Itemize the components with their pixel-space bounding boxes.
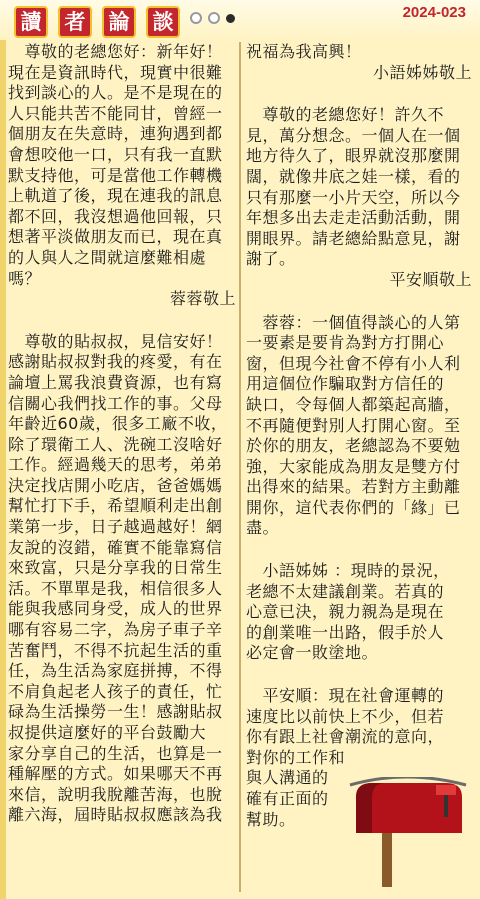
text-line: 找到談心的人。是不是現在的	[8, 83, 223, 103]
text-line: 你有跟上社會潮流的意向，	[246, 727, 445, 747]
text-line: 感謝貼叔叔對我的疼愛，有在	[8, 352, 223, 372]
text-line: 上軌道了後，現在連我的訊息	[8, 186, 223, 206]
letter-1	[8, 42, 236, 310]
reply-2	[246, 561, 472, 664]
right-column	[246, 42, 472, 830]
text-line: 必定會一敗塗地。	[246, 643, 379, 663]
text-line: 幫助。	[246, 809, 296, 829]
text-line: 來信，說明我脫離苦海，也脫	[8, 784, 223, 804]
column-divider	[239, 42, 241, 892]
text-line: 默支持他，可是當他工作轉機	[8, 165, 223, 185]
text-line: 年齡近60歲，很多工廠不收，	[8, 414, 228, 434]
text-line: 想著平淡做朋友而已，現在真	[8, 227, 223, 247]
text-line: 心意已決，親力親為是現在	[246, 602, 445, 622]
text-line: 哪有容易二字，為房子車子辛	[8, 620, 223, 640]
text-line: 確有正面的	[246, 789, 329, 808]
mailbox-post	[382, 829, 392, 887]
text-line: 信關心我們找工作的事。父母	[8, 393, 223, 413]
text-line: 開你，這代表你們的「緣」已	[246, 497, 461, 517]
red-mailbox-icon	[346, 777, 470, 887]
text-line: 都不回，我沒想過他回報，只	[8, 206, 223, 226]
text-line: 人只能共苦不能同甘，曾經一	[8, 103, 223, 123]
title-char-1: 讀	[14, 6, 48, 38]
letter-2	[8, 332, 236, 826]
decor-dot-1	[190, 12, 202, 24]
text-line: 叔提供這麼好的平台鼓勵大	[8, 723, 207, 742]
title-char-2: 者	[58, 6, 92, 38]
text-line: 苦奮鬥，不得不抗起生活的重	[8, 640, 223, 660]
text-line: 不肩負起老人孩子的責任，忙	[8, 681, 223, 701]
signature: 蓉蓉敬上	[169, 289, 236, 309]
text-line: 只有那麼一小片天空，所以今	[246, 187, 461, 207]
page-header	[0, 0, 480, 40]
text-line: 缺口，令每個人都築起高牆，	[246, 394, 461, 414]
text-line: 用這個位作騙取對方信任的	[246, 374, 445, 394]
text-line: 現在是資訊時代，現實中很難	[8, 62, 223, 82]
text-line: 年想多出去走走活動活動，開	[246, 208, 461, 228]
text-line: 任，為生活為家庭拼搏，不得	[8, 661, 223, 681]
text-line: 速度比以前快上不少，但若	[246, 706, 445, 726]
text-line: 強，大家能成為朋友是雙方付	[246, 456, 461, 476]
text-line: 窗，但現今社會不停有小人利	[246, 353, 461, 373]
text-line: 嗎？	[8, 268, 42, 288]
left-column	[8, 42, 236, 826]
text-line: 能與我感同身受，成人的世界	[8, 599, 223, 619]
text-line: 家分享自己的生活，也算是一	[8, 743, 223, 763]
text-line: 的創業唯一出路，假手於人	[246, 622, 445, 642]
title-char-3: 論	[102, 6, 136, 38]
text-line: 尊敬的貼叔叔，見信安好！	[8, 331, 223, 351]
reply-1	[246, 313, 472, 540]
text-line: 尊敬的老總您好：新年好！	[8, 42, 223, 61]
text-line: 決定找店開小吃店，爸爸媽媽	[8, 475, 223, 495]
text-line: 蓉蓉：一個值得談心的人第	[246, 312, 461, 332]
letter-2-continued	[246, 42, 472, 83]
text-line: 見，萬分想念。一個人在一個	[246, 125, 461, 145]
decor-dot-3	[226, 14, 235, 23]
title-char-4: 談	[146, 6, 180, 38]
mailbox-flag	[436, 785, 456, 795]
text-line: 的人與人之間就這麼難相處	[8, 247, 207, 267]
signature: 平安順敬上	[389, 269, 472, 289]
text-line: 除了環衛工人、洗碗工沒啥好	[8, 434, 223, 454]
decor-dot-2	[208, 12, 220, 24]
text-line: 會想咬他一口，只有我一直默	[8, 144, 223, 164]
text-line: 於你的朋友，老總認為不要勉	[246, 436, 461, 456]
text-line: 出得來的結果。若對方主動離	[246, 477, 461, 497]
text-line: 個朋友在失意時，連狗遇到都	[8, 124, 223, 144]
text-line: 論壇上罵我浪費資源，也有寫	[8, 372, 223, 392]
text-line: 一要素是要肯為對方打開心	[246, 333, 445, 353]
left-edge-strip	[0, 40, 6, 899]
text-line: 對你的工作和	[246, 747, 346, 767]
text-line: 闊，就像井底之娃一樣，看的	[246, 166, 461, 186]
text-line: 來致富，只是分享我的日常生	[8, 558, 223, 578]
text-line: 不再隨便對別人打開心窗。至	[246, 415, 461, 435]
text-line: 業第一步，日子越過越好！網	[8, 517, 223, 537]
text-line: 種解壓的方式。如果哪天不再	[8, 764, 223, 784]
letter-3	[246, 105, 472, 290]
text-line: 開眼界。請老總給點意見，謝	[246, 228, 461, 248]
text-line: 謝了。	[246, 249, 296, 269]
issue-code: 2024-023	[402, 4, 466, 21]
text-line: 尊敬的老總您好！許久不	[246, 105, 445, 125]
text-line: 友說的沒錯，確實不能靠寫信	[8, 537, 223, 557]
text-line: 活。不單單是我，相信很多人	[8, 578, 223, 598]
text-line: 地方待久了，眼界就沒那麼開	[246, 146, 461, 166]
text-line: 與人溝通的	[246, 768, 329, 788]
text-line: 碌為生活操勞一生！感謝貼叔	[8, 702, 223, 722]
text-line: 盡。	[246, 518, 280, 538]
text-line: 平安順：現在社會運轉的	[246, 686, 445, 706]
text-line: 小語姊姊 ：現時的景況，	[246, 561, 450, 581]
text-line: 祝福為我高興！	[246, 42, 362, 61]
signature: 小語姊姊敬上	[372, 62, 472, 82]
text-line: 工作。經過幾天的思考，弟弟	[8, 455, 223, 475]
text-line: 幫忙打下手，希望順利走出創	[8, 496, 223, 516]
text-line: 老總不太建議創業。若真的	[246, 581, 445, 601]
text-line: 離六海，屆時貼叔叔應該為我	[8, 805, 223, 825]
